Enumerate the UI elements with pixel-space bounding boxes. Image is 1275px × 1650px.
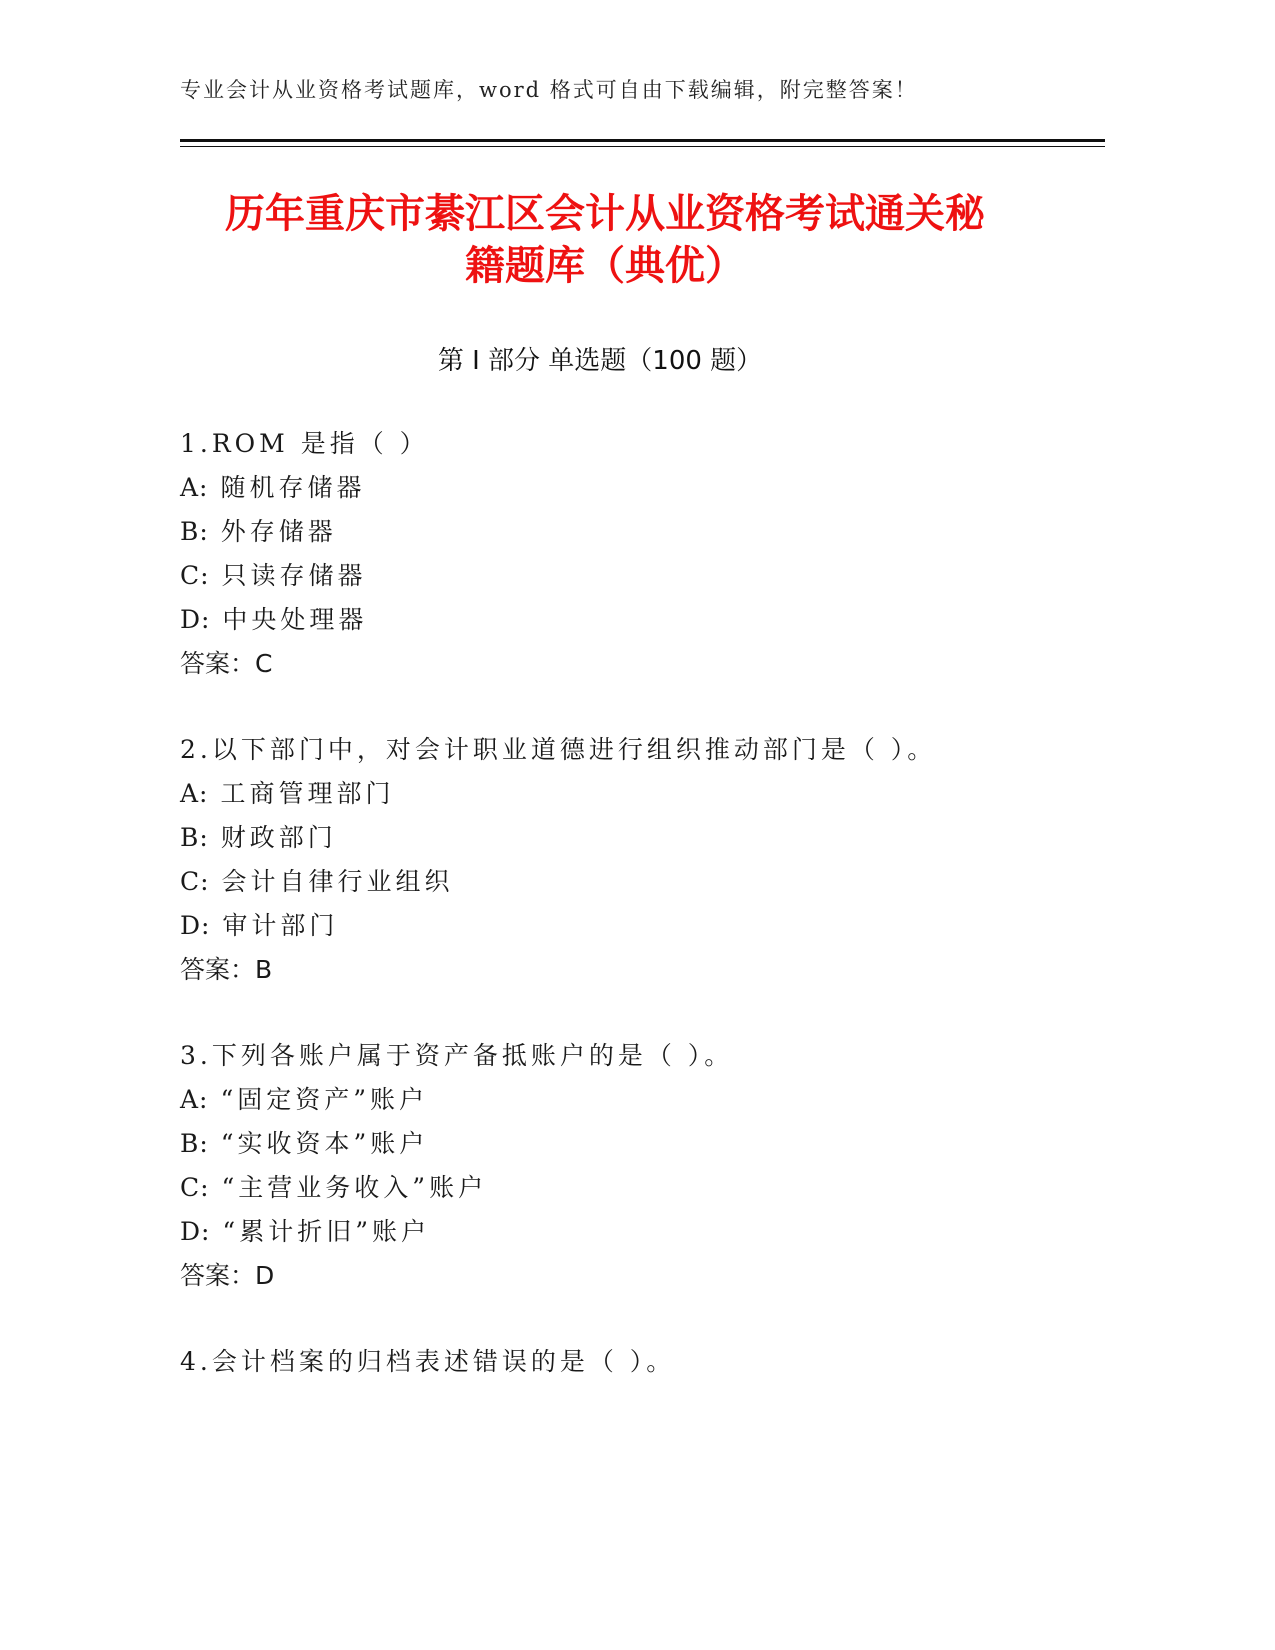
option-a xyxy=(180,1078,1120,1122)
question-2 xyxy=(180,728,1120,992)
option-key: A: xyxy=(180,1085,209,1114)
section-title: 第 I 部分 单选题（100 题） xyxy=(437,346,763,376)
option-b xyxy=(180,1122,1120,1166)
option-key: B: xyxy=(180,517,209,546)
document-title-line-1: 历年重庆市綦江区会计从业资格考试通关秘 xyxy=(225,191,985,237)
answer-label: 答案： xyxy=(180,955,256,984)
option-key: A: xyxy=(180,473,209,502)
option-d xyxy=(180,598,1120,642)
question-list xyxy=(180,422,1120,1426)
answer-value: B xyxy=(255,955,273,984)
option-text: “主营业务收入”账户 xyxy=(221,1173,488,1202)
option-text: 只读存储器 xyxy=(221,561,367,590)
question-1 xyxy=(180,422,1120,686)
answer xyxy=(180,1254,1120,1298)
question-3 xyxy=(180,1034,1120,1298)
answer-value: C xyxy=(255,649,273,678)
option-c xyxy=(180,860,1120,904)
question-4 xyxy=(180,1340,1120,1384)
question-stem: 4.会计档案的归档表述错误的是（ ）。 xyxy=(180,1347,676,1376)
option-text: “实收资本”账户 xyxy=(220,1129,429,1158)
option-a xyxy=(180,772,1120,816)
document-title xyxy=(150,188,1060,292)
option-key: C: xyxy=(180,867,210,896)
document-title-line-2: 籍题库（典优） xyxy=(465,243,745,289)
answer xyxy=(180,948,1120,992)
option-text: “累计折旧”账户 xyxy=(222,1217,430,1246)
option-text: 外存储器 xyxy=(220,517,337,546)
option-text: 随机存储器 xyxy=(220,473,366,502)
option-key: A: xyxy=(180,779,209,808)
option-key: C: xyxy=(180,1173,210,1202)
option-text: 中央处理器 xyxy=(222,605,368,634)
option-key: D: xyxy=(180,605,211,634)
option-c xyxy=(180,554,1120,598)
answer-label: 答案： xyxy=(180,1261,256,1290)
header-note: 专业会计从业资格考试题库，word 格式可自由下载编辑，附完整答案！ xyxy=(180,78,918,102)
question-stem: 1.ROM 是指（ ） xyxy=(180,429,429,458)
option-key: B: xyxy=(180,823,209,852)
answer xyxy=(180,642,1120,686)
option-d xyxy=(180,1210,1120,1254)
option-a xyxy=(180,466,1120,510)
option-text: 工商管理部门 xyxy=(220,779,395,808)
question-stem: 3.下列各账户属于资产备抵账户的是（ ）。 xyxy=(180,1041,734,1070)
option-d xyxy=(180,904,1120,948)
answer-value: D xyxy=(255,1261,275,1290)
option-c xyxy=(180,1166,1120,1210)
option-b xyxy=(180,816,1120,860)
option-text: 审计部门 xyxy=(222,911,339,940)
question-stem: 2.以下部门中，对会计职业道德进行组织推动部门是（ ）。 xyxy=(180,735,937,764)
answer-label: 答案： xyxy=(180,649,256,678)
option-key: B: xyxy=(180,1129,209,1158)
option-key: D: xyxy=(180,911,211,940)
option-text: “固定资产”账户 xyxy=(220,1085,428,1114)
option-text: 会计自律行业组织 xyxy=(221,867,454,896)
header-rule-thick xyxy=(180,139,1105,142)
header-rule-thin xyxy=(180,146,1105,147)
option-key: C: xyxy=(180,561,210,590)
option-text: 财政部门 xyxy=(220,823,337,852)
option-key: D: xyxy=(180,1217,211,1246)
option-b xyxy=(180,510,1120,554)
